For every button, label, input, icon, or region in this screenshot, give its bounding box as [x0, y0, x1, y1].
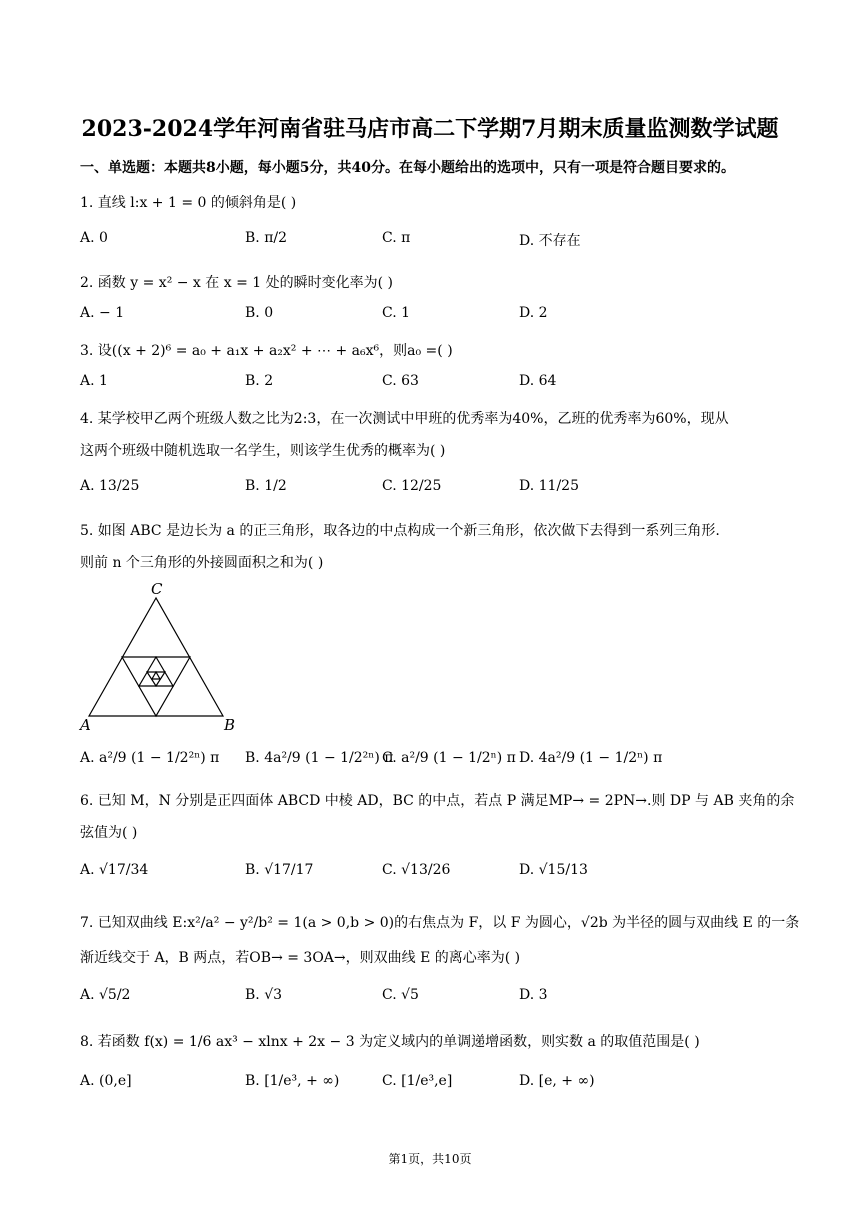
question-4-stem-line-2: 这两个班级中随机选取一名学生，则该学生优秀的概率为( ) [80, 443, 446, 459]
option-a: A. √17/34 [80, 862, 149, 878]
option-c: C. 1 [382, 305, 411, 321]
option-b: B. 0 [245, 305, 274, 321]
question-3-stem: 3. 设((x + 2)⁶ = a₀ + a₁x + a₂x² + ⋯ + a₆x⁶，则a₀ =( ) [80, 343, 453, 359]
option-d: D. 2 [519, 305, 548, 321]
question-6-stem-line-2: 弦值为( ) [80, 825, 138, 841]
question-2-stem: 2. 函数 y = x² − x 在 x = 1 处的瞬时变化率为( ) [80, 275, 393, 291]
option-d: D. 4a²/9 (1 − 1/2ⁿ) π [519, 750, 663, 766]
option-c: C. √5 [382, 987, 419, 1003]
question-1-stem: 1. 直线 l:x + 1 = 0 的倾斜角是( ) [80, 195, 297, 211]
section-heading: 一、单选题：本题共8小题，每小题5分，共40分。在每小题给出的选项中，只有一项是符合题目要求的。 [80, 160, 735, 176]
page-title: 2023-2024学年河南省驻马店市高二下学期7月期末质量监测数学试题 [81, 116, 779, 142]
question-4-options [80, 478, 780, 504]
option-b: B. 4a²/9 (1 − 1/2²ⁿ) π [245, 750, 394, 766]
option-b: B. 2 [245, 373, 274, 389]
option-a: A. (0,e] [80, 1073, 132, 1089]
option-a: A. √5/2 [80, 987, 131, 1003]
option-a: A. 13/25 [80, 478, 140, 494]
question-7-stem-line-2: 渐近线交于 A，B 两点，若OB→ = 3OA→，则双曲线 E 的离心率为( ) [80, 950, 521, 966]
option-b: B. √17/17 [245, 862, 314, 878]
nested-triangles-figure [76, 578, 246, 738]
question-6-stem-line-1: 6. 已知 M，N 分别是正四面体 ABCD 中棱 AD，BC 的中点，若点 P 满足MP→ = 2PN→.则 DP 与 AB 夹角的余 [80, 793, 795, 809]
option-d: D. 11/25 [519, 478, 579, 494]
page-footer: 第1页，共10页 [388, 1152, 472, 1166]
option-b: B. 1/2 [245, 478, 287, 494]
option-b: B. π/2 [245, 230, 288, 246]
question-6-options [80, 862, 780, 888]
option-b: B. √3 [245, 987, 283, 1003]
question-8-stem: 8. 若函数 f(x) = 1/6 ax³ − xlnx + 2x − 3 为定义域内的单调递增函数，则实数 a 的取值范围是( ) [80, 1034, 700, 1050]
question-5-options [80, 750, 780, 776]
option-d: D. [e, + ∞) [519, 1073, 595, 1089]
option-c: C. 12/25 [382, 478, 442, 494]
option-c: C. 63 [382, 373, 419, 389]
question-7-stem-line-1: 7. 已知双曲线 E:x²/a² − y²/b² = 1(a > 0,b > 0)的右焦点为 F，以 F 为圆心，√2b 为半径的圆与双曲线 E 的一条 [80, 915, 800, 931]
question-3-options [80, 373, 780, 399]
question-4-stem-line-1: 4. 某学校甲乙两个班级人数之比为2:3，在一次测试中甲班的优秀率为40%，乙班的优秀率为60%，现从 [80, 411, 729, 427]
option-c: C. [1/e³,e] [382, 1073, 453, 1089]
question-2-options [80, 305, 780, 331]
option-c: C. √13/26 [382, 862, 451, 878]
option-a: A. 1 [80, 373, 108, 389]
question-5-stem-line-1: 5. 如图 ABC 是边长为 a 的正三角形，取各边的中点构成一个新三角形，依次做下去得到一系列三角形. [80, 523, 720, 539]
option-c: C. π [382, 230, 411, 246]
triangle-5 [152, 672, 160, 679]
vertex-label-a: A [80, 716, 91, 734]
option-d: D. 不存在 [519, 233, 581, 249]
vertex-label-b: B [224, 716, 236, 734]
option-a: A. a²/9 (1 − 1/2²ⁿ) π [80, 750, 220, 766]
option-a: A. 0 [80, 230, 108, 246]
vertex-label-c: C [151, 580, 163, 598]
option-c: C. a²/9 (1 − 1/2ⁿ) π [382, 750, 516, 766]
question-5-stem-line-2: 则前 n 个三角形的外接圆面积之和为( ) [80, 555, 324, 571]
question-7-options [80, 987, 780, 1013]
option-d: D. 64 [519, 373, 557, 389]
question-8-options [80, 1073, 780, 1099]
option-a: A. − 1 [80, 305, 125, 321]
question-1-options [80, 230, 780, 256]
option-d: D. √15/13 [519, 862, 588, 878]
option-d: D. 3 [519, 987, 548, 1003]
option-b: B. [1/e³, + ∞) [245, 1073, 340, 1089]
